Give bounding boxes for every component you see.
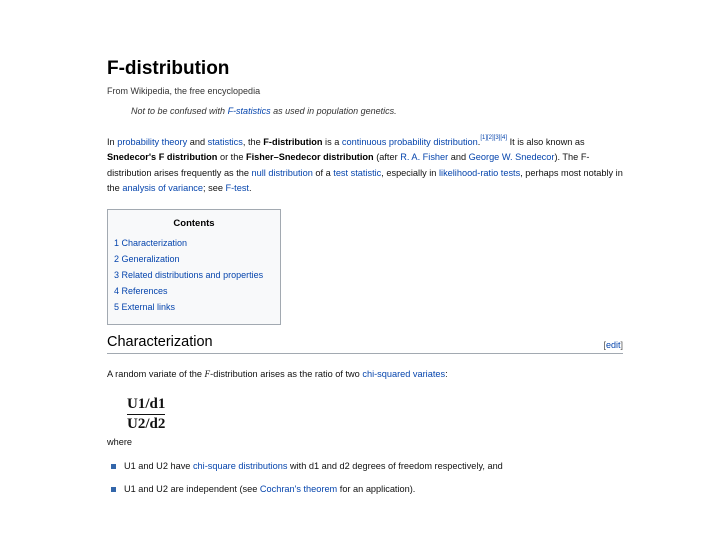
text: . <box>248 183 252 194</box>
text: A random variate of the <box>107 368 205 379</box>
f-test-link[interactable]: F-test <box>225 183 249 194</box>
list-item-text <box>124 455 503 478</box>
intro-paragraph <box>107 131 623 197</box>
text: U1 and U2 are independent (see <box>124 483 260 494</box>
references-sup[interactable]: [1][2][3][4] <box>480 135 508 141</box>
fraction-bar <box>127 414 165 415</box>
hatnote-text: Not to be confused with <box>131 106 228 116</box>
bold-term: Snedecor's F distribution <box>107 152 218 163</box>
text: for an application). <box>337 483 416 494</box>
toc-item-characterization[interactable]: 1 Characterization <box>114 237 188 248</box>
text: is a <box>322 137 342 147</box>
text: with d1 and d2 degrees of freedom respectively, and <box>287 460 503 471</box>
test-statistic-link[interactable]: test statistic <box>333 167 382 178</box>
text: and <box>448 152 469 163</box>
bullet-icon <box>111 487 116 492</box>
bold-term: Fisher–Snedecor distribution <box>246 152 374 163</box>
text: (after <box>373 152 401 163</box>
toc-item-generalization[interactable]: 2 Generalization <box>114 253 180 264</box>
ratio-formula <box>127 396 165 433</box>
text: ; see <box>203 183 226 194</box>
likelihood-ratio-link[interactable]: likelihood-ratio tests <box>438 167 521 178</box>
article <box>107 56 623 501</box>
bracket: [ <box>603 339 606 350</box>
list-item-text <box>124 478 415 501</box>
list-item <box>111 455 623 478</box>
chi-square-distributions-link[interactable]: chi-square distributions <box>192 460 288 471</box>
section-heading <box>107 334 623 354</box>
text: or the <box>217 152 247 163</box>
site-subtitle: From Wikipedia, the free encyclopedia <box>107 86 261 96</box>
text: . <box>477 137 481 147</box>
edit-section <box>603 340 623 350</box>
anova-link[interactable]: analysis of variance <box>122 183 204 194</box>
hatnote-text-end: as used in population genetics. <box>270 106 397 116</box>
snedecor-link[interactable]: George W. Snedecor <box>468 152 555 163</box>
chi-squared-link[interactable]: chi-squared variates <box>362 368 446 379</box>
fisher-link[interactable]: R. A. Fisher <box>400 152 449 163</box>
text: ). The F-distribution arises frequently as the <box>107 152 590 178</box>
null-distribution-link[interactable]: null distribution <box>251 167 313 178</box>
text: , especially in <box>381 167 439 178</box>
formula-denominator: U2/d2 <box>127 415 166 432</box>
formula-numerator: U1/d1 <box>127 395 166 412</box>
toc-item-related[interactable]: 3 Related distributions and properties <box>114 269 264 280</box>
text: of a <box>312 167 334 178</box>
bracket: ] <box>620 339 623 350</box>
edit-link[interactable]: edit <box>605 339 621 350</box>
text: and <box>187 137 208 147</box>
text: It is also known as <box>507 137 585 147</box>
continuous-distribution-link[interactable]: continuous probability distribution <box>341 137 478 147</box>
toc-item-external-links[interactable]: 5 External links <box>114 301 176 312</box>
table-of-contents <box>107 209 281 325</box>
statistics-link[interactable]: statistics <box>207 137 243 147</box>
text: , perhaps most notably in the <box>107 167 623 194</box>
section-paragraph <box>107 367 623 381</box>
toc-title: Contents <box>173 217 215 229</box>
page-title: F-distribution <box>107 58 230 79</box>
text: : <box>445 368 448 379</box>
italic-f: F <box>204 368 211 379</box>
list-item <box>111 478 623 501</box>
definition-list <box>111 455 623 501</box>
cochran-theorem-link[interactable]: Cochran's theorem <box>259 483 338 494</box>
text: In <box>107 137 118 147</box>
text: -distribution arises as the ratio of two <box>210 368 363 379</box>
text: , the <box>242 137 264 147</box>
bold-term: F-distribution <box>263 137 323 147</box>
where-label: where <box>107 436 133 447</box>
probability-theory-link[interactable]: probability theory <box>117 137 188 147</box>
bullet-icon <box>111 464 116 469</box>
toc-item-references[interactable]: 4 References <box>114 285 168 296</box>
f-statistics-link[interactable]: F-statistics <box>227 106 271 116</box>
hatnote <box>131 106 623 116</box>
section-title: Characterization <box>107 333 213 350</box>
text: U1 and U2 have <box>124 460 193 471</box>
